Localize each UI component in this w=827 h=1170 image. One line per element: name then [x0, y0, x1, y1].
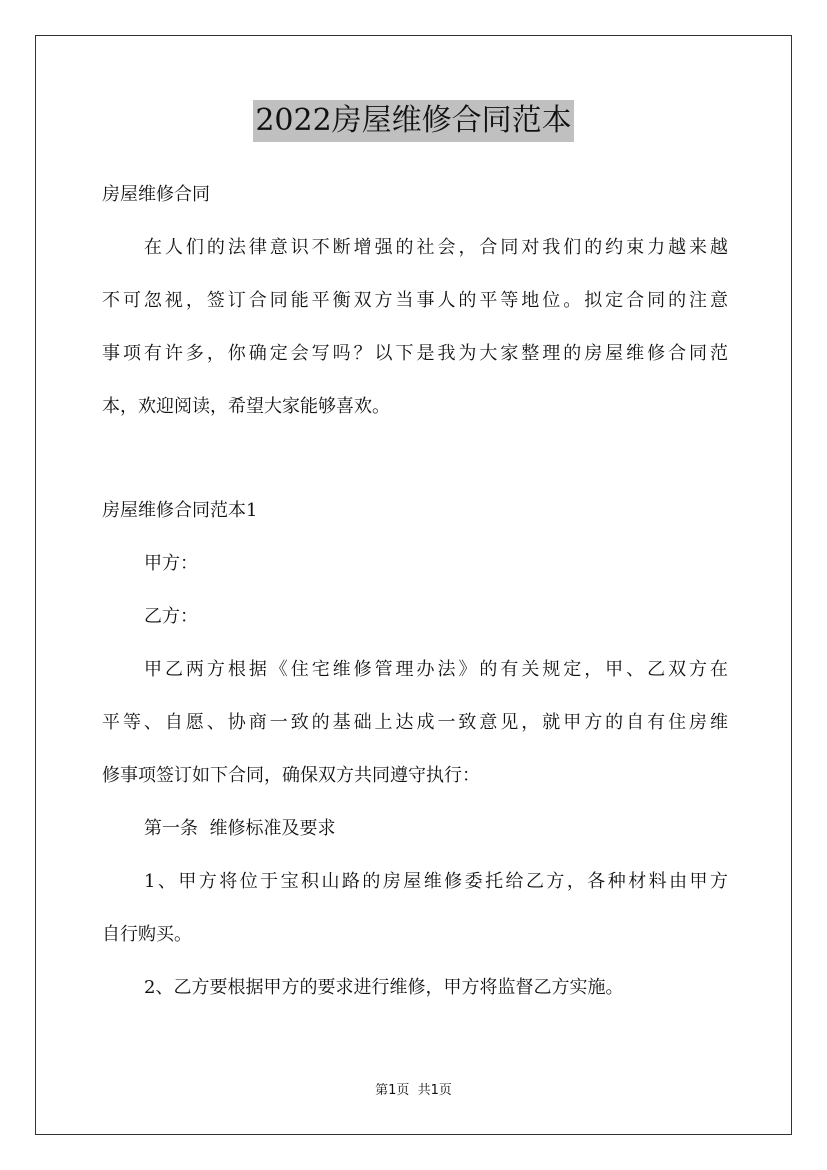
page-number: 第1页 共1页 [375, 1083, 452, 1098]
article-1-heading: 第一条 维修标准及要求 [144, 818, 336, 839]
intro-line-2: 不可忽视，签订合同能平衡双方当事人的平等地位。拟定合同的注意 [102, 290, 728, 311]
document-subtitle: 房屋维修合同 [102, 184, 210, 205]
preamble-line-1: 甲乙两方根据《住宅维修管理办法》的有关规定，甲、乙双方在 [144, 659, 728, 680]
title-wrap [0, 100, 827, 142]
preamble-line-3: 修事项签订如下合同，确保双方共同遵守执行： [102, 765, 480, 786]
intro-line-3: 事项有许多，你确定会写吗？以下是我为大家整理的房屋维修合同范 [102, 343, 728, 364]
clause-2-line: 2、乙方要根据甲方的要求进行维修，甲方将监督乙方实施。 [144, 977, 624, 998]
document-body [102, 178, 728, 1005]
clause-1-line-1: 1、甲方将位于宝积山路的房屋维修委托给乙方，各种材料由甲方 [144, 871, 728, 892]
preamble-line-2: 平等、自愿、协商一致的基础上达成一致意见，就甲方的自有住房维 [102, 712, 728, 733]
intro-line-4: 本，欢迎阅读，希望大家能够喜欢。 [102, 396, 390, 417]
section-heading: 房屋维修合同范本1 [102, 500, 258, 521]
intro-line-1: 在人们的法律意识不断增强的社会，合同对我们的约束力越来越 [144, 237, 728, 258]
party-b-label: 乙方： [144, 606, 198, 627]
document-title: 2022房屋维修合同范本 [253, 100, 573, 142]
party-a-label: 甲方： [144, 553, 198, 574]
page-footer [0, 1082, 827, 1100]
clause-1-line-2: 自行购买。 [102, 924, 192, 945]
